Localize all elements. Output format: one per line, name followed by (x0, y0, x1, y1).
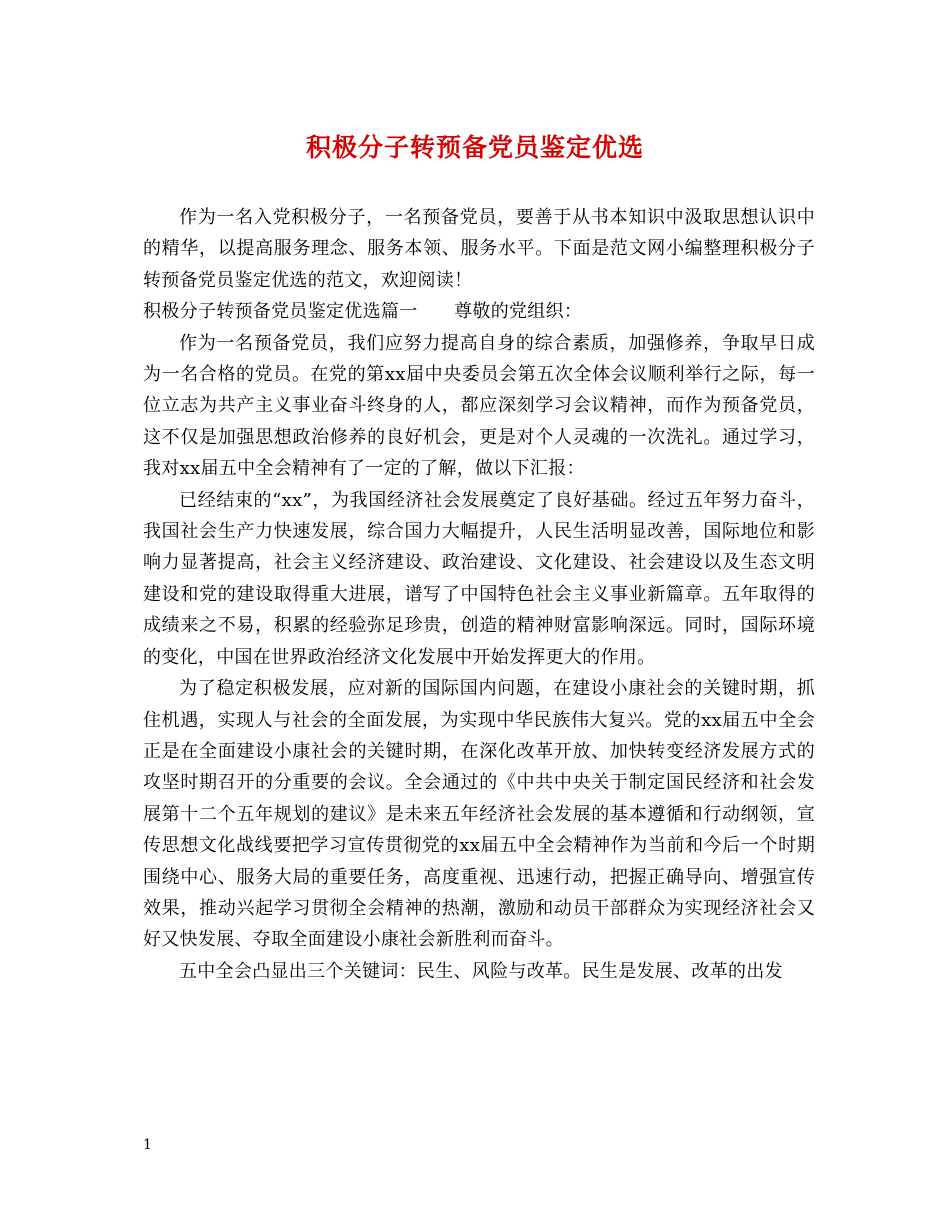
intro-paragraph: 作为一名入党积极分子，一名预备党员，要善于从书本知识中汲取思想认识中的精华，以提高服务理念、服务本领、服务水平。下面是范文网小编整理积极分子转预备党员鉴定优选的范文，欢迎阅读！ (143, 207, 815, 291)
document-title: 积极分子转预备党员鉴定优选 (305, 133, 644, 162)
page-number: 1 (143, 1137, 152, 1153)
body-paragraph-1: 作为一名预备党员，我们应努力提高自身的综合素质，加强修养，争取早日成为一名合格的党员。在党的第xx届中央委员会第五次全体会议顺利举行之际，每一位立志为共产主义事业奋斗终身的人，都应深刻学习会议精神，而作为预备党员，这不仅是加强思想政治修养的良好机会，更是对个人灵魂的一次洗礼。通过学习，我对xx届五中全会精神有了一定的了解，做以下汇报： (143, 332, 815, 480)
body-paragraph-4: 五中全会凸显出三个关键词：民生、风险与改革。民生是发展、改革的出发 (179, 960, 783, 982)
document-body (143, 202, 815, 987)
body-paragraph-2: 已经结束的“xx”，为我国经济社会发展奠定了良好基础。经过五年努力奋斗，我国社会生产力快速发展，综合国力大幅提升，人民生活明显改善，国际地位和影响力显著提高，社会主义经济建设、政治建设、文化建设、社会建设以及生态文明建设和党的建设取得重大进展，谱写了中国特色社会主义事业新篇章。五年取得的成绩来之不易，积累的经验弥足珍贵，创造的精神财富影响深远。同时，国际环境的变化，中国在世界政治经济文化发展中开始发挥更大的作用。 (143, 489, 815, 668)
body-paragraph-3: 为了稳定积极发展，应对新的国际国内问题，在建设小康社会的关键时期，抓住机遇，实现人与社会的全面发展，为实现中华民族伟大复兴。党的xx届五中全会正是在全面建设小康社会的关键时期，在深化改革开放、加快转变经济发展方式的攻坚时期召开的分重要的会议。全会通过的《中共中央关于制定国民经济和社会发展第十二个五年规划的建议》是未来五年经济社会发展的基本遵循和行动纲领，宣传思想文化战线要把学习宣传贯彻党的xx届五中全会精神作为当前和今后一个时期围绕中心、服务大局的重要任务，高度重视、迅速行动，把握正确导向、增强宣传效果，推动兴起学习贯彻全会精神的热潮，激励和动员干部群众为实现经济社会又好又快发展、夺取全面建设小康社会新胜利而奋斗。 (143, 678, 815, 951)
section-heading: 积极分子转预备党员鉴定优选篇一 尊敬的党组织： (143, 301, 583, 323)
